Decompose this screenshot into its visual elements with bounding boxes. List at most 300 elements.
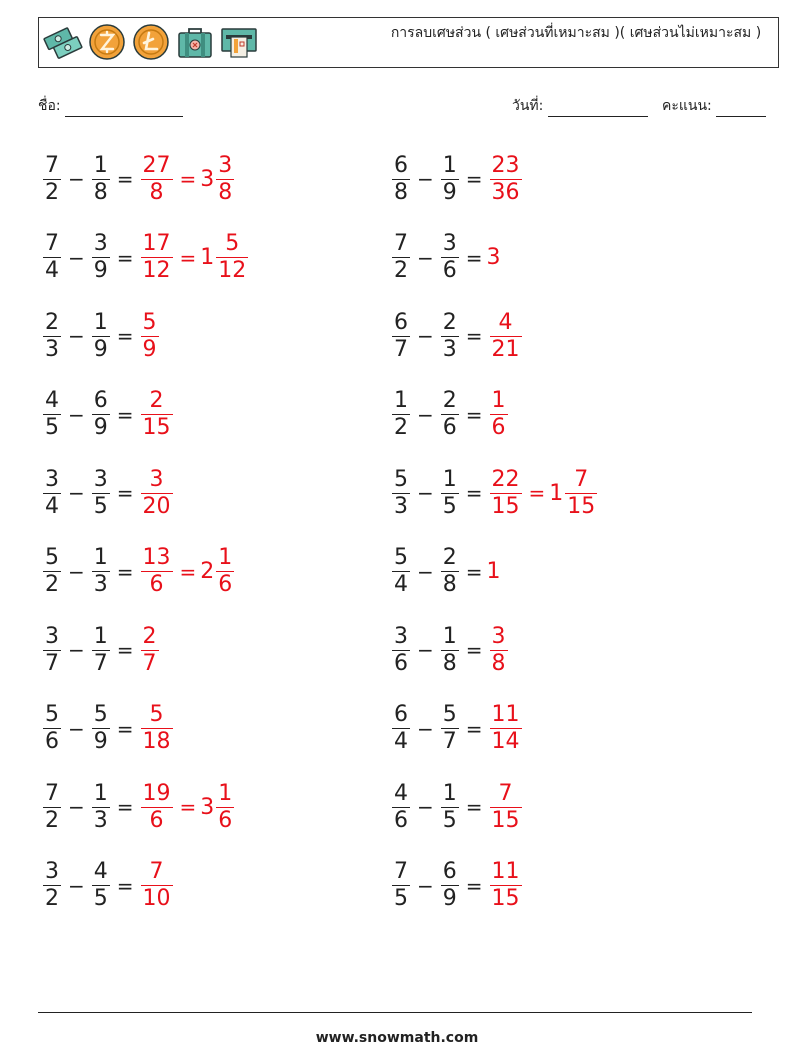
denominator: 2 bbox=[45, 886, 59, 912]
denominator: 9 bbox=[93, 258, 108, 284]
equals-sign: = bbox=[116, 638, 134, 663]
answer-numerator: 17 bbox=[142, 231, 171, 257]
problems-column-left bbox=[40, 140, 251, 925]
answer bbox=[138, 859, 176, 912]
mixed-numerator: 3 bbox=[218, 152, 233, 178]
first-fraction bbox=[392, 624, 410, 677]
problem-row bbox=[40, 219, 251, 298]
numerator: 1 bbox=[394, 388, 408, 414]
equals-sign: = bbox=[465, 638, 483, 663]
answer-denominator: 10 bbox=[142, 886, 171, 912]
second-fraction bbox=[441, 859, 459, 912]
date-field bbox=[512, 95, 648, 117]
answer bbox=[138, 624, 162, 677]
header-icons bbox=[43, 21, 259, 63]
answer-fraction bbox=[141, 624, 159, 677]
first-fraction bbox=[43, 388, 61, 441]
equals-sign: = bbox=[465, 873, 483, 898]
problem-row bbox=[40, 611, 251, 690]
answer bbox=[487, 245, 500, 270]
mixed-fraction bbox=[216, 545, 234, 598]
equals-sign: = bbox=[116, 245, 134, 270]
answer-denominator: 21 bbox=[491, 336, 520, 362]
numerator: 1 bbox=[93, 780, 108, 806]
answer bbox=[487, 624, 511, 677]
answer bbox=[487, 467, 601, 520]
minus-sign: − bbox=[417, 795, 434, 820]
answer-fraction bbox=[141, 545, 173, 598]
mixed-denominator: 12 bbox=[218, 258, 247, 284]
second-fraction bbox=[92, 231, 110, 284]
answer-numerator: 3 bbox=[491, 623, 506, 649]
denominator: 6 bbox=[442, 415, 457, 441]
mixed-denominator: 15 bbox=[567, 493, 596, 519]
denominator: 3 bbox=[394, 493, 408, 519]
mixed-denominator: 6 bbox=[218, 807, 233, 833]
minus-sign: − bbox=[68, 481, 85, 506]
answer-whole: 3 bbox=[486, 245, 501, 271]
denominator: 6 bbox=[394, 650, 408, 676]
mixed-equals-sign: = bbox=[179, 167, 197, 192]
mixed-equals-sign: = bbox=[179, 559, 197, 584]
numerator: 1 bbox=[442, 466, 457, 492]
equals-sign: = bbox=[465, 716, 483, 741]
first-fraction bbox=[392, 467, 410, 520]
numerator: 1 bbox=[93, 309, 108, 335]
answer-denominator: 18 bbox=[142, 729, 171, 755]
denominator: 4 bbox=[394, 572, 408, 598]
first-fraction bbox=[392, 310, 410, 363]
problem-row bbox=[389, 847, 600, 926]
problem-row bbox=[389, 768, 600, 847]
first-fraction bbox=[43, 781, 61, 834]
answer-denominator: 14 bbox=[491, 729, 520, 755]
mixed-whole: 1 bbox=[200, 245, 215, 271]
numerator: 1 bbox=[442, 623, 457, 649]
numerator: 4 bbox=[45, 388, 59, 414]
name-label: ชื่อ: bbox=[38, 98, 61, 114]
answer-fraction bbox=[141, 702, 173, 755]
first-fraction bbox=[392, 388, 410, 441]
answer-denominator: 15 bbox=[142, 415, 171, 441]
denominator: 9 bbox=[93, 729, 108, 755]
denominator: 8 bbox=[93, 179, 108, 205]
answer-denominator: 6 bbox=[491, 415, 506, 441]
second-fraction bbox=[441, 781, 459, 834]
second-fraction bbox=[441, 467, 459, 520]
denominator: 6 bbox=[442, 258, 457, 284]
first-fraction bbox=[392, 153, 410, 206]
first-fraction bbox=[43, 545, 61, 598]
answer bbox=[138, 153, 238, 206]
equals-sign: = bbox=[465, 324, 483, 349]
numerator: 6 bbox=[394, 152, 408, 178]
numerator: 3 bbox=[45, 623, 59, 649]
equals-sign: = bbox=[465, 795, 483, 820]
denominator: 9 bbox=[442, 179, 457, 205]
numerator: 3 bbox=[394, 623, 408, 649]
numerator: 7 bbox=[45, 152, 59, 178]
denominator: 7 bbox=[442, 729, 457, 755]
denominator: 5 bbox=[394, 886, 408, 912]
answer-fraction bbox=[490, 781, 522, 834]
equals-sign: = bbox=[465, 559, 483, 584]
minus-sign: − bbox=[68, 167, 85, 192]
answer-denominator: 8 bbox=[149, 179, 164, 205]
equals-sign: = bbox=[116, 716, 134, 741]
date-label: วันที่: bbox=[512, 98, 544, 114]
problem-row bbox=[40, 140, 251, 219]
answer bbox=[487, 388, 511, 441]
problem-row bbox=[389, 690, 600, 769]
denominator: 2 bbox=[45, 572, 59, 598]
numerator: 7 bbox=[394, 231, 408, 257]
answer bbox=[138, 388, 176, 441]
answer-denominator: 36 bbox=[491, 179, 520, 205]
numerator: 5 bbox=[93, 702, 108, 728]
denominator: 2 bbox=[45, 807, 59, 833]
equals-sign: = bbox=[116, 167, 134, 192]
problem-row bbox=[40, 768, 251, 847]
denominator: 5 bbox=[442, 807, 457, 833]
score-label: คะแนน: bbox=[662, 98, 712, 114]
denominator: 8 bbox=[394, 179, 408, 205]
answer-fraction bbox=[490, 624, 508, 677]
numerator: 3 bbox=[45, 466, 59, 492]
numerator: 1 bbox=[442, 780, 457, 806]
second-fraction bbox=[441, 153, 459, 206]
answer-numerator: 1 bbox=[491, 388, 506, 414]
denominator: 3 bbox=[442, 336, 457, 362]
minus-sign: − bbox=[68, 716, 85, 741]
score-blank[interactable] bbox=[716, 103, 766, 117]
numerator: 6 bbox=[394, 309, 408, 335]
numerator: 3 bbox=[93, 231, 108, 257]
answer-fraction bbox=[490, 310, 522, 363]
answer-denominator: 15 bbox=[491, 886, 520, 912]
mixed-equals-sign: = bbox=[179, 245, 197, 270]
answer-denominator: 6 bbox=[149, 807, 164, 833]
money-icon bbox=[43, 21, 83, 63]
mixed-fraction bbox=[565, 467, 597, 520]
numerator: 3 bbox=[45, 859, 59, 885]
denominator: 5 bbox=[442, 493, 457, 519]
equals-sign: = bbox=[116, 559, 134, 584]
denominator: 8 bbox=[442, 572, 457, 598]
denominator: 5 bbox=[45, 415, 59, 441]
second-fraction bbox=[92, 388, 110, 441]
score-field bbox=[662, 95, 766, 117]
numerator: 2 bbox=[442, 309, 457, 335]
answer bbox=[487, 310, 525, 363]
worksheet-title: การลบเศษส่วน ( เศษส่วนที่เหมาะสม )( เศษส่วนไม่เหมาะสม ) bbox=[390, 25, 762, 41]
denominator: 8 bbox=[442, 650, 457, 676]
problem-row bbox=[40, 454, 251, 533]
minus-sign: − bbox=[417, 873, 434, 898]
answer-numerator: 5 bbox=[142, 309, 157, 335]
numerator: 1 bbox=[93, 545, 108, 571]
first-fraction bbox=[392, 781, 410, 834]
answer-fraction bbox=[490, 388, 508, 441]
name-blank[interactable] bbox=[65, 103, 183, 117]
denominator: 5 bbox=[93, 886, 108, 912]
answer-denominator: 15 bbox=[491, 807, 520, 833]
mixed-whole: 3 bbox=[200, 794, 215, 820]
equals-sign: = bbox=[116, 795, 134, 820]
answer bbox=[138, 467, 176, 520]
answer bbox=[487, 859, 525, 912]
numerator: 4 bbox=[394, 780, 408, 806]
denominator: 3 bbox=[93, 572, 108, 598]
answer-numerator: 11 bbox=[491, 702, 520, 728]
answer-fraction bbox=[141, 231, 173, 284]
problem-row bbox=[389, 219, 600, 298]
numerator: 1 bbox=[93, 152, 108, 178]
second-fraction bbox=[441, 388, 459, 441]
second-fraction bbox=[441, 702, 459, 755]
answer-numerator: 2 bbox=[142, 623, 157, 649]
denominator: 3 bbox=[93, 807, 108, 833]
problems-column-right bbox=[389, 140, 600, 925]
second-fraction bbox=[441, 231, 459, 284]
answer-numerator: 4 bbox=[498, 309, 513, 335]
problem-row bbox=[389, 533, 600, 612]
mixed-numerator: 5 bbox=[225, 231, 240, 257]
answer-fraction bbox=[141, 781, 173, 834]
name-field bbox=[38, 95, 183, 117]
problem-row bbox=[389, 454, 600, 533]
numerator: 5 bbox=[45, 702, 59, 728]
answer-denominator: 7 bbox=[142, 650, 157, 676]
numerator: 1 bbox=[93, 623, 108, 649]
minus-sign: − bbox=[417, 167, 434, 192]
second-fraction bbox=[441, 545, 459, 598]
denominator: 9 bbox=[442, 886, 457, 912]
answer-numerator: 3 bbox=[149, 466, 164, 492]
numerator: 7 bbox=[45, 780, 59, 806]
answer-numerator: 27 bbox=[142, 152, 171, 178]
mixed-denominator: 8 bbox=[218, 179, 233, 205]
second-fraction bbox=[441, 624, 459, 677]
denominator: 3 bbox=[45, 336, 59, 362]
denominator: 6 bbox=[45, 729, 59, 755]
denominator: 7 bbox=[394, 336, 408, 362]
problem-row bbox=[40, 297, 251, 376]
answer-denominator: 9 bbox=[142, 336, 157, 362]
second-fraction bbox=[92, 702, 110, 755]
denominator: 2 bbox=[394, 415, 408, 441]
second-fraction bbox=[92, 624, 110, 677]
equals-sign: = bbox=[116, 324, 134, 349]
problem-row bbox=[389, 376, 600, 455]
first-fraction bbox=[43, 702, 61, 755]
minus-sign: − bbox=[68, 795, 85, 820]
denominator: 7 bbox=[45, 650, 59, 676]
first-fraction bbox=[392, 859, 410, 912]
problem-row bbox=[40, 376, 251, 455]
answer-fraction bbox=[490, 859, 522, 912]
minus-sign: − bbox=[417, 402, 434, 427]
numerator: 6 bbox=[93, 388, 108, 414]
answer-fraction bbox=[141, 153, 173, 206]
second-fraction bbox=[92, 859, 110, 912]
header-box bbox=[38, 17, 779, 68]
numerator: 3 bbox=[93, 466, 108, 492]
numerator: 6 bbox=[442, 859, 457, 885]
numerator: 2 bbox=[442, 388, 457, 414]
answer-numerator: 5 bbox=[149, 702, 164, 728]
denominator: 9 bbox=[93, 415, 108, 441]
numerator: 5 bbox=[442, 702, 457, 728]
answer-numerator: 2 bbox=[149, 388, 164, 414]
first-fraction bbox=[43, 231, 61, 284]
second-fraction bbox=[92, 310, 110, 363]
minus-sign: − bbox=[68, 245, 85, 270]
denominator: 6 bbox=[394, 807, 408, 833]
minus-sign: − bbox=[68, 873, 85, 898]
answer-fraction bbox=[490, 702, 522, 755]
mixed-equals-sign: = bbox=[179, 795, 197, 820]
numerator: 7 bbox=[45, 231, 59, 257]
answer-denominator: 12 bbox=[142, 258, 171, 284]
minus-sign: − bbox=[417, 324, 434, 349]
problem-row bbox=[40, 847, 251, 926]
equals-sign: = bbox=[465, 245, 483, 270]
first-fraction bbox=[392, 231, 410, 284]
answer bbox=[138, 545, 238, 598]
answer-denominator: 15 bbox=[491, 493, 520, 519]
answer bbox=[138, 702, 176, 755]
answer-denominator: 20 bbox=[142, 493, 171, 519]
minus-sign: − bbox=[417, 638, 434, 663]
numerator: 7 bbox=[394, 859, 408, 885]
numerator: 5 bbox=[394, 466, 408, 492]
answer-fraction bbox=[490, 467, 522, 520]
numerator: 4 bbox=[93, 859, 108, 885]
answer-numerator: 22 bbox=[491, 466, 520, 492]
denominator: 9 bbox=[93, 336, 108, 362]
mixed-whole: 3 bbox=[200, 166, 215, 192]
answer bbox=[487, 702, 525, 755]
answer-fraction bbox=[141, 467, 173, 520]
mixed-numerator: 1 bbox=[218, 545, 233, 571]
answer-numerator: 11 bbox=[491, 859, 520, 885]
minus-sign: − bbox=[417, 716, 434, 741]
answer-denominator: 6 bbox=[149, 572, 164, 598]
answer-fraction bbox=[490, 153, 522, 206]
equals-sign: = bbox=[465, 481, 483, 506]
problem-row bbox=[40, 533, 251, 612]
minus-sign: − bbox=[68, 638, 85, 663]
numerator: 6 bbox=[394, 702, 408, 728]
mixed-numerator: 1 bbox=[218, 780, 233, 806]
second-fraction bbox=[441, 310, 459, 363]
second-fraction bbox=[92, 781, 110, 834]
first-fraction bbox=[392, 702, 410, 755]
mixed-whole: 2 bbox=[200, 559, 215, 585]
first-fraction bbox=[43, 153, 61, 206]
answer-denominator: 8 bbox=[491, 650, 506, 676]
equals-sign: = bbox=[465, 402, 483, 427]
denominator: 7 bbox=[93, 650, 108, 676]
mixed-numerator: 7 bbox=[574, 466, 589, 492]
denominator: 4 bbox=[45, 258, 59, 284]
equals-sign: = bbox=[116, 402, 134, 427]
atm-icon bbox=[219, 21, 259, 63]
answer bbox=[487, 153, 525, 206]
mixed-equals-sign: = bbox=[528, 481, 546, 506]
answer-fraction bbox=[141, 859, 173, 912]
denominator: 5 bbox=[93, 493, 108, 519]
answer-whole: 1 bbox=[486, 559, 501, 585]
date-blank[interactable] bbox=[548, 103, 648, 117]
numerator: 5 bbox=[394, 545, 408, 571]
answer-numerator: 13 bbox=[142, 545, 171, 571]
answer bbox=[487, 781, 525, 834]
footer-divider bbox=[38, 1012, 752, 1013]
minus-sign: − bbox=[417, 559, 434, 584]
minus-sign: − bbox=[68, 324, 85, 349]
mixed-whole: 1 bbox=[549, 480, 564, 506]
answer bbox=[487, 559, 500, 584]
second-fraction bbox=[92, 545, 110, 598]
numerator: 2 bbox=[45, 309, 59, 335]
equals-sign: = bbox=[116, 481, 134, 506]
first-fraction bbox=[392, 545, 410, 598]
numerator: 5 bbox=[45, 545, 59, 571]
mixed-fraction bbox=[216, 153, 234, 206]
briefcase-icon bbox=[175, 21, 215, 63]
problem-row bbox=[389, 611, 600, 690]
equals-sign: = bbox=[465, 167, 483, 192]
mixed-denominator: 6 bbox=[218, 572, 233, 598]
first-fraction bbox=[43, 310, 61, 363]
mixed-fraction bbox=[216, 231, 248, 284]
denominator: 2 bbox=[394, 258, 408, 284]
zcash-coin-icon bbox=[87, 21, 127, 63]
mixed-fraction bbox=[216, 781, 234, 834]
answer-numerator: 23 bbox=[491, 152, 520, 178]
answer bbox=[138, 231, 252, 284]
numerator: 2 bbox=[442, 545, 457, 571]
problem-row bbox=[389, 297, 600, 376]
answer-numerator: 19 bbox=[142, 780, 171, 806]
denominator: 4 bbox=[45, 493, 59, 519]
minus-sign: − bbox=[417, 481, 434, 506]
numerator: 3 bbox=[442, 231, 457, 257]
problem-row bbox=[389, 140, 600, 219]
answer-fraction bbox=[141, 388, 173, 441]
footer-url[interactable]: www.snowmath.com bbox=[315, 1030, 479, 1046]
problem-row bbox=[40, 690, 251, 769]
answer-numerator: 7 bbox=[149, 859, 164, 885]
second-fraction bbox=[92, 467, 110, 520]
denominator: 4 bbox=[394, 729, 408, 755]
equals-sign: = bbox=[116, 873, 134, 898]
first-fraction bbox=[43, 624, 61, 677]
second-fraction bbox=[92, 153, 110, 206]
denominator: 2 bbox=[45, 179, 59, 205]
minus-sign: − bbox=[68, 402, 85, 427]
numerator: 1 bbox=[442, 152, 457, 178]
first-fraction bbox=[43, 859, 61, 912]
minus-sign: − bbox=[68, 559, 85, 584]
answer-fraction bbox=[141, 310, 159, 363]
litecoin-icon bbox=[131, 21, 171, 63]
minus-sign: − bbox=[417, 245, 434, 270]
answer bbox=[138, 310, 162, 363]
answer bbox=[138, 781, 238, 834]
